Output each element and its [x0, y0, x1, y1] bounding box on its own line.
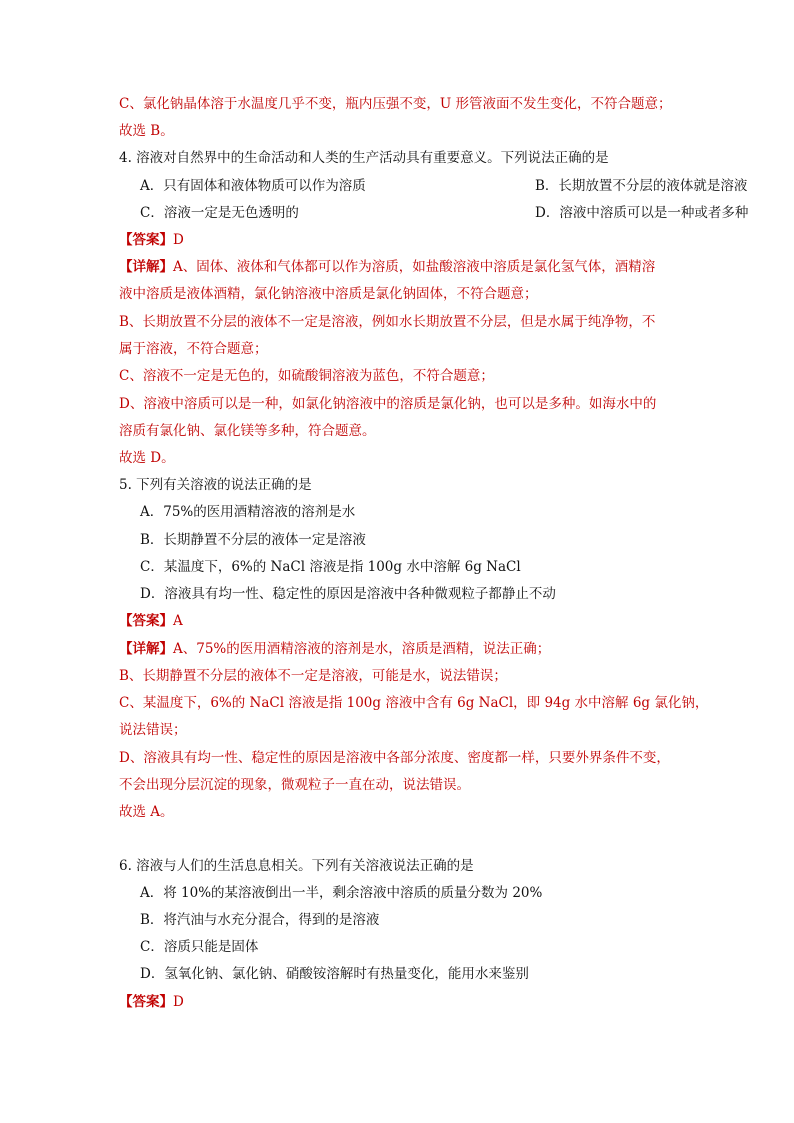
q4-detail-a-1-text: A、固体、液体和气体都可以作为溶质，如盐酸溶液中溶质是氯化氢气体，酒精溶	[173, 259, 656, 275]
q5-option-a: A．75%的医用酒精溶液的溶剂是水	[140, 504, 356, 520]
q6-answer-label: 【答案】	[119, 994, 173, 1010]
q5-detail-d-1: D、溶液具有均一性、稳定性的原因是溶液中各部分浓度、密度都一样，只要外界条件不变，	[119, 750, 670, 766]
q4-detail-label: 【详解】	[119, 259, 173, 275]
q4-option-b: B．长期放置不分层的液体就是溶液	[535, 178, 748, 194]
q4-detail-d-1: D、溶液中溶质可以是一种，如氯化钠溶液中的溶质是氯化钠，也可以是多种。如海水中的	[119, 396, 657, 412]
q5-option-c: C．某温度下，6%的 NaCl 溶液是指 100g 水中溶解 6g NaCl	[140, 559, 521, 575]
q4-detail-b-2: 属于溶液，不符合题意；	[119, 341, 268, 357]
q6-answer-value: D	[173, 994, 184, 1010]
q5-detail-c-1: C、某温度下，6%的 NaCl 溶液是指 100g 溶液中含有 6g NaCl，即 94g 水中溶解 6g 氯化钠，	[119, 695, 709, 711]
q5-stem: 5. 下列有关溶液的说法正确的是	[119, 477, 312, 493]
q6-answer	[119, 992, 679, 1012]
q5-conclusion: 故选 A。	[119, 804, 174, 820]
q5-detail-d-2: 不会出现分层沉淀的现象，微观粒子一直在动，说法错误。	[119, 777, 470, 793]
q5-detail-label: 【详解】	[119, 641, 173, 657]
q5-answer	[119, 611, 679, 631]
q4-option-c: C．溶液一定是无色透明的	[140, 205, 299, 221]
q6-stem: 6. 溶液与人们的生活息息相关。下列有关溶液说法正确的是	[119, 858, 474, 874]
q5-detail-a	[119, 639, 679, 659]
q5-option-b: B．长期静置不分层的液体一定是溶液	[140, 532, 366, 548]
q4-conclusion: 故选 D。	[119, 450, 175, 466]
q4-option-d: D．溶液中溶质可以是一种或者多种	[535, 205, 749, 221]
q4-option-a: A．只有固体和液体物质可以作为溶质	[140, 178, 366, 194]
q5-detail-a-text: A、75%的医用酒精溶液的溶剂是水，溶质是酒精，说法正确；	[173, 641, 551, 657]
q6-option-d: D．氢氧化钠、氯化钠、硝酸铵溶解时有热量变化，能用水来鉴别	[140, 966, 529, 982]
q3-conclusion: 故选 B。	[119, 123, 174, 139]
q4-detail-b-1: B、长期放置不分层的液体不一定是溶液，例如水长期放置不分层，但是水属于纯净物，不	[119, 314, 656, 330]
q5-detail-c-2: 说法错误；	[119, 722, 187, 738]
q4-detail-c: C、溶液不一定是无色的，如硫酸铜溶液为蓝色，不符合题意；	[119, 368, 494, 384]
q3-explanation-c: C、氯化钠晶体溶于水温度几乎不变，瓶内压强不变，U 形管液面不发生变化，不符合题意；	[119, 96, 672, 112]
q5-option-d: D．溶液具有均一性、稳定性的原因是溶液中各种微观粒子都静止不动	[140, 586, 556, 602]
q5-answer-value: A	[173, 613, 183, 629]
q5-answer-label: 【答案】	[119, 613, 173, 629]
q4-detail-a-2: 液中溶质是液体酒精，氯化钠溶液中溶质是氯化钠固体，不符合题意；	[119, 286, 538, 302]
q4-answer-label: 【答案】	[119, 232, 173, 248]
q5-detail-b: B、长期静置不分层的液体不一定是溶液，可能是水，说法错误；	[119, 668, 507, 684]
q4-answer	[119, 230, 679, 250]
q6-option-b: B．将汽油与水充分混合，得到的是溶液	[140, 912, 380, 928]
q4-answer-value: D	[173, 232, 184, 248]
q4-options-row-2	[140, 203, 749, 223]
q4-stem: 4. 溶液对自然界中的生命活动和人类的生产活动具有重要意义。下列说法正确的是	[119, 150, 609, 166]
q4-detail-d-2: 溶质有氯化钠、氯化镁等多种，符合题意。	[119, 423, 376, 439]
q4-options-row-1	[140, 176, 748, 196]
q6-option-c: C．溶质只能是固体	[140, 939, 259, 955]
q6-option-a: A．将 10%的某溶液倒出一半，剩余溶液中溶质的质量分数为 20%	[140, 885, 543, 901]
q4-detail-a-1	[119, 257, 679, 277]
